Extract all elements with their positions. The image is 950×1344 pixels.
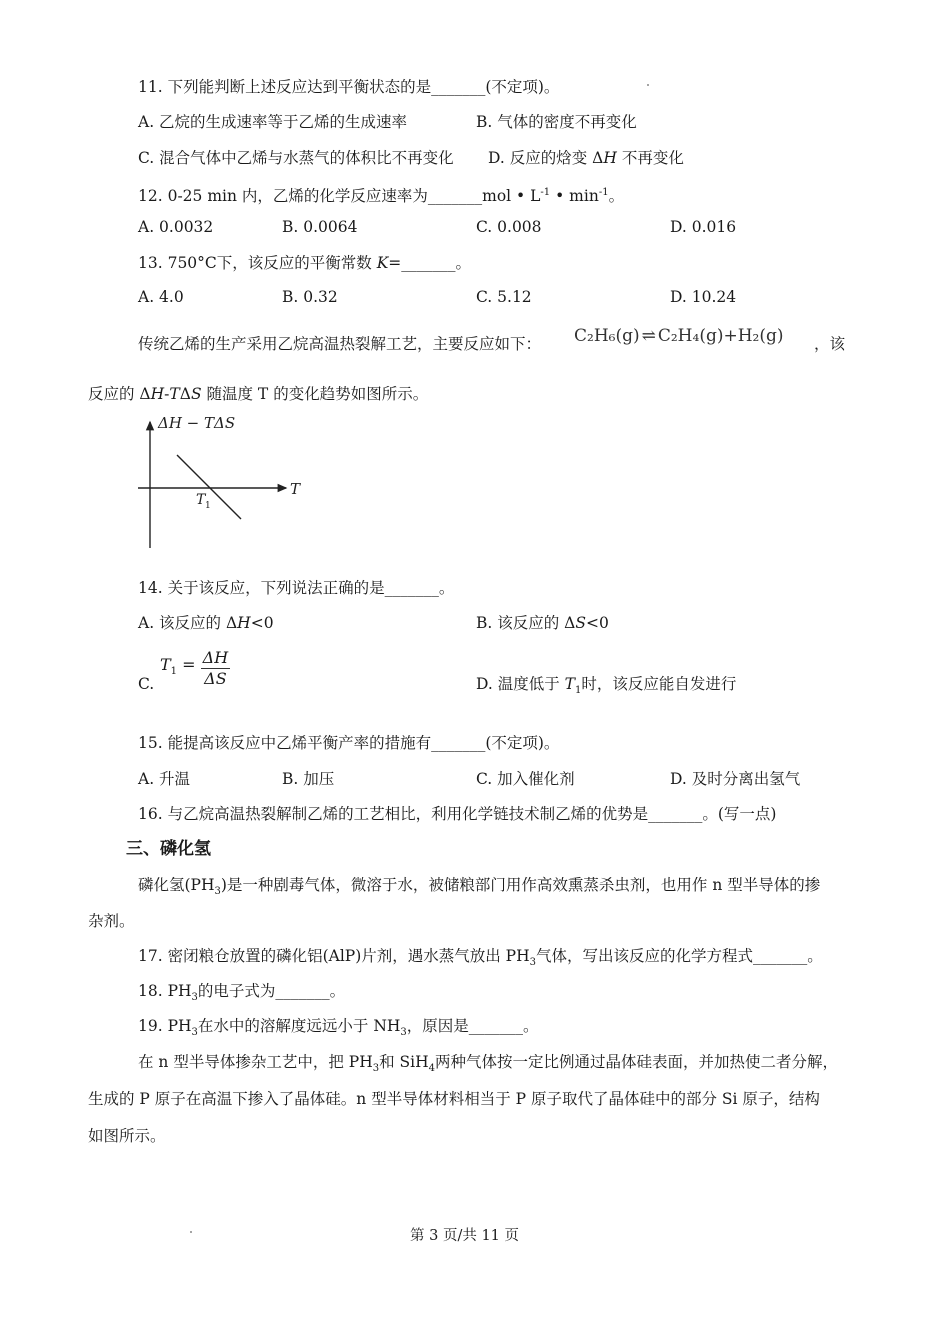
- q15-stem: 15. 能提高该反应中乙烯平衡产率的措施有_______(不定项)。: [138, 734, 560, 752]
- q12-option-a: A. 0.0032: [138, 218, 214, 236]
- q11-option-a: A. 乙烷的生成速率等于乙烯的生成速率: [138, 113, 408, 131]
- q15-option-b: B. 加压: [282, 770, 335, 788]
- section-3-title: 三、磷化氢: [126, 839, 211, 859]
- scan-dot: [647, 84, 649, 86]
- q16-stem: 16. 与乙烷高温热裂解制乙烯的工艺相比，利用化学链技术制乙烯的优势是_______。(写一点): [138, 805, 777, 823]
- q11-option-c: C. 混合气体中乙烯与水蒸气的体积比不再变化: [138, 149, 454, 167]
- q11-option-b: B. 气体的密度不再变化: [476, 113, 637, 131]
- q13-option-b: B. 0.32: [282, 288, 338, 306]
- q15-option-a: A. 升温: [138, 770, 191, 788]
- doping-para-line1: 在 n 型半导体掺杂工艺中，把 $PH_3$和 SiH$_4$两种气体按一定比例通过晶体硅表面，并加热使二者分解，: [138, 1053, 839, 1075]
- q13-option-d: D. 10.24: [670, 288, 737, 306]
- page-footer: 第 3 页/共 11 页: [410, 1228, 519, 1244]
- q13-option-a: A. 4.0: [138, 288, 184, 306]
- scan-dot: [190, 1231, 192, 1233]
- q14-option-c-formula: $T_1$ = $\frac{\Delta H}{\Delta S}$: [160, 648, 229, 688]
- t1-subscript: 1: [205, 501, 211, 511]
- q12-stem: 12. 0-25 min 内，乙烯的化学反应速率为_______mol • $L^{-1}$ • $\min^{-1}$。: [138, 187, 625, 206]
- q14-option-b: B. 该反应的 ΔS<0: [476, 614, 609, 632]
- doping-para-line2: 生成的 P 原子在高温下掺入了晶体硅。n 型半导体材料相当于 P 原子取代了晶体硅中的部分 Si 原子，结构: [88, 1090, 820, 1108]
- y-axis-label: ΔH − TΔS: [158, 414, 236, 432]
- q14-option-a: A. 该反应的 ΔH<0: [138, 614, 274, 632]
- q14-option-d: D. 温度低于 $T_1$时，该反应能自发进行: [476, 675, 737, 697]
- q12-option-b: B. 0.0064: [282, 218, 358, 236]
- q13-stem: 13. 750°C下，该反应的平衡常数 K=_______。: [138, 254, 472, 272]
- q11-stem: 11. 下列能判断上述反应达到平衡状态的是_______(不定项)。: [138, 78, 560, 96]
- q12-option-d: D. 0.016: [670, 218, 737, 236]
- q11-option-d: D. 反应的焓变 ΔH 不再变化: [488, 149, 684, 167]
- ethylene-para-line2: 反应的 ΔH-TΔS 随温度 T 的变化趋势如图所示。: [88, 385, 429, 403]
- section-3-intro-line2: 杂剂。: [88, 912, 135, 930]
- q15-option-d: D. 及时分离出氢气: [670, 770, 801, 788]
- ethylene-para-line1: 传统乙烯的生产采用乙烷高温热裂解工艺，主要反应如下：: [138, 335, 542, 353]
- q14-stem: 14. 关于该反应，下列说法正确的是_______。: [138, 579, 455, 597]
- cracking-equation: C₂H₆(g) ⇌ C₂H₄(g)+H₂(g): [574, 326, 784, 346]
- ethylene-para-line1-end: ，该: [814, 335, 846, 353]
- q17-stem: 17. 密闭粮仓放置的磷化铝(AlP)片剂，遇水蒸气放出 $PH_3$气体，写出该反应的化学方程式_______。: [138, 947, 823, 969]
- q13-option-c: C. 5.12: [476, 288, 532, 306]
- q15-option-c: C. 加入催化剂: [476, 770, 575, 788]
- doping-para-line3: 如图所示。: [88, 1127, 166, 1145]
- q14-option-c-label: C.: [138, 675, 155, 693]
- dg-vs-t-graph: [130, 408, 320, 553]
- section-3-intro-line1: 磷化氢$(PH_3)$是一种剧毒气体，微溶于水，被储粮部门用作高效熏蒸杀虫剂，也用作 n 型半导体的掺: [138, 876, 821, 898]
- x-axis-label: T: [290, 480, 301, 498]
- q18-stem: 18. $PH_3$的电子式为_______。: [138, 982, 346, 1004]
- q12-option-c: C. 0.008: [476, 218, 542, 236]
- t1-label: T: [196, 492, 206, 508]
- q19-stem: 19. $PH_3$在水中的溶解度远远小于 $NH_3$，原因是_______。: [138, 1017, 539, 1039]
